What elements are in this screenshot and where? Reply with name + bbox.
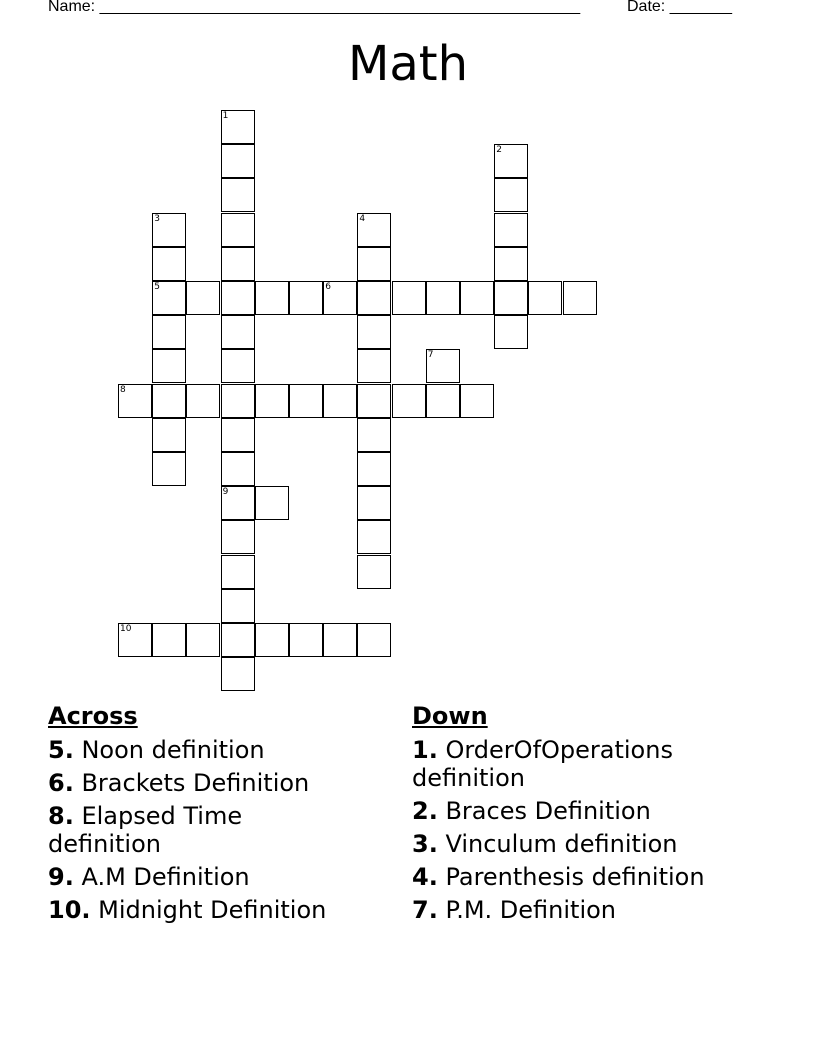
crossword-cell[interactable] xyxy=(289,623,323,657)
crossword-cell[interactable] xyxy=(186,281,220,315)
crossword-cell[interactable] xyxy=(152,247,186,281)
crossword-cell[interactable] xyxy=(426,349,460,383)
across-clue xyxy=(48,736,388,764)
clue-number-label: 1 xyxy=(222,111,229,121)
crossword-cell[interactable] xyxy=(357,247,391,281)
clue-text: P.M. Definition xyxy=(445,896,617,924)
crossword-cell[interactable] xyxy=(494,144,528,178)
clue-number-label: 10 xyxy=(120,624,132,634)
clue-text: A.M Definition xyxy=(81,863,250,891)
crossword-cell[interactable] xyxy=(357,213,391,247)
crossword-cell[interactable] xyxy=(255,384,289,418)
crossword-cell[interactable] xyxy=(152,213,186,247)
crossword-cell[interactable] xyxy=(221,144,255,178)
clue-number: 7. xyxy=(412,896,438,924)
crossword-cell[interactable] xyxy=(528,281,562,315)
crossword-cell[interactable] xyxy=(221,418,255,452)
crossword-cell[interactable] xyxy=(563,281,597,315)
crossword-cell[interactable] xyxy=(357,281,391,315)
crossword-cell[interactable] xyxy=(323,623,357,657)
across-heading: Across xyxy=(48,702,138,730)
crossword-cell[interactable] xyxy=(221,384,255,418)
crossword-cell[interactable] xyxy=(357,555,391,589)
clue-text: Noon definition xyxy=(81,736,265,764)
clue-text: Braces Definition xyxy=(445,797,651,825)
crossword-cell[interactable] xyxy=(186,384,220,418)
crossword-cell[interactable] xyxy=(221,349,255,383)
clue-text: Vinculum definition xyxy=(445,830,678,858)
crossword-cell[interactable] xyxy=(357,623,391,657)
clue-text: Midnight Definition xyxy=(98,896,327,924)
crossword-cell[interactable] xyxy=(152,623,186,657)
crossword-cell[interactable] xyxy=(221,281,255,315)
clue-text: Brackets Definition xyxy=(81,769,310,797)
crossword-cell[interactable] xyxy=(186,623,220,657)
crossword-cell[interactable] xyxy=(289,281,323,315)
clue-text: Parenthesis definition xyxy=(445,863,705,891)
across-clue xyxy=(48,863,388,891)
clue-number: 4. xyxy=(412,863,438,891)
crossword-cell[interactable] xyxy=(221,247,255,281)
across-clue xyxy=(48,769,388,797)
clue-number-label: 6 xyxy=(325,282,331,292)
crossword-cell[interactable] xyxy=(221,486,255,520)
clue-number-label: 2 xyxy=(496,145,502,156)
crossword-cell[interactable] xyxy=(392,281,426,315)
crossword-cell[interactable] xyxy=(152,281,186,315)
clue-number: 10. xyxy=(48,896,91,924)
crossword-cell[interactable] xyxy=(357,452,391,486)
crossword-cell[interactable] xyxy=(221,178,255,212)
clue-number: 6. xyxy=(48,769,74,797)
down-clue xyxy=(412,736,702,792)
crossword-cell[interactable] xyxy=(426,281,460,315)
page-title: Math xyxy=(347,36,469,92)
crossword-cell[interactable] xyxy=(221,520,255,554)
crossword-cell[interactable] xyxy=(221,315,255,349)
clue-number: 9. xyxy=(48,863,74,891)
clue-number: 8. xyxy=(48,802,74,830)
clue-number: 1. xyxy=(412,736,438,764)
clue-number-label: 9 xyxy=(222,487,229,498)
crossword-cell[interactable] xyxy=(152,452,186,486)
clue-number: 3. xyxy=(412,830,438,858)
down-clue xyxy=(412,896,742,924)
crossword-cell[interactable] xyxy=(152,349,186,383)
down-clue xyxy=(412,863,742,891)
crossword-cell[interactable] xyxy=(494,213,528,247)
crossword-cell[interactable] xyxy=(221,657,255,691)
crossword-cell[interactable] xyxy=(357,315,391,349)
crossword-cell[interactable] xyxy=(460,384,494,418)
clue-number-label: 4 xyxy=(359,213,366,224)
down-heading: Down xyxy=(412,702,488,730)
crossword-cell[interactable] xyxy=(357,520,391,554)
down-clues xyxy=(412,702,742,929)
crossword-cell[interactable] xyxy=(494,178,528,212)
crossword-cell[interactable] xyxy=(392,384,426,418)
down-clue xyxy=(412,797,742,825)
crossword-cell[interactable] xyxy=(289,384,323,418)
crossword-cell[interactable] xyxy=(118,384,152,418)
crossword-cell[interactable] xyxy=(255,281,289,315)
crossword-cell[interactable] xyxy=(221,452,255,486)
clue-number-label: 7 xyxy=(427,350,434,361)
clue-number: 5. xyxy=(48,736,74,764)
clue-text: Elapsed Time definition xyxy=(48,802,243,858)
crossword-cell[interactable] xyxy=(255,486,289,520)
crossword-cell[interactable] xyxy=(152,315,186,349)
crossword-cell[interactable] xyxy=(357,384,391,418)
across-clue xyxy=(48,802,278,858)
date-field-label: Date: _______ xyxy=(627,0,732,15)
across-clues xyxy=(48,702,388,929)
crossword-cell[interactable] xyxy=(357,486,391,520)
crossword-cell[interactable] xyxy=(494,281,528,315)
clue-number-label: 3 xyxy=(154,213,160,224)
crossword-cell[interactable] xyxy=(494,247,528,281)
crossword-cell[interactable] xyxy=(118,623,152,657)
crossword-cell[interactable] xyxy=(255,623,289,657)
clue-text: OrderOfOperations definition xyxy=(412,736,673,792)
across-clue xyxy=(48,896,388,924)
clue-number-label: 8 xyxy=(120,384,126,395)
crossword-cell[interactable] xyxy=(152,418,186,452)
crossword-cell[interactable] xyxy=(460,281,494,315)
crossword-cell[interactable] xyxy=(323,281,357,315)
crossword-cell[interactable] xyxy=(221,555,255,589)
clue-number-label: 5 xyxy=(154,282,160,292)
crossword-cell[interactable] xyxy=(221,213,255,247)
crossword-cell[interactable] xyxy=(221,589,255,623)
crossword-cell[interactable] xyxy=(494,315,528,349)
crossword-cell[interactable] xyxy=(221,623,255,657)
crossword-cell[interactable] xyxy=(221,110,255,144)
down-clue xyxy=(412,830,742,858)
crossword-cell[interactable] xyxy=(357,349,391,383)
crossword-cell[interactable] xyxy=(152,384,186,418)
crossword-cell[interactable] xyxy=(323,384,357,418)
crossword-cell[interactable] xyxy=(357,418,391,452)
clue-number: 2. xyxy=(412,797,438,825)
crossword-cell[interactable] xyxy=(426,384,460,418)
name-field-label: Name: ______________________________________________________ xyxy=(48,0,581,15)
